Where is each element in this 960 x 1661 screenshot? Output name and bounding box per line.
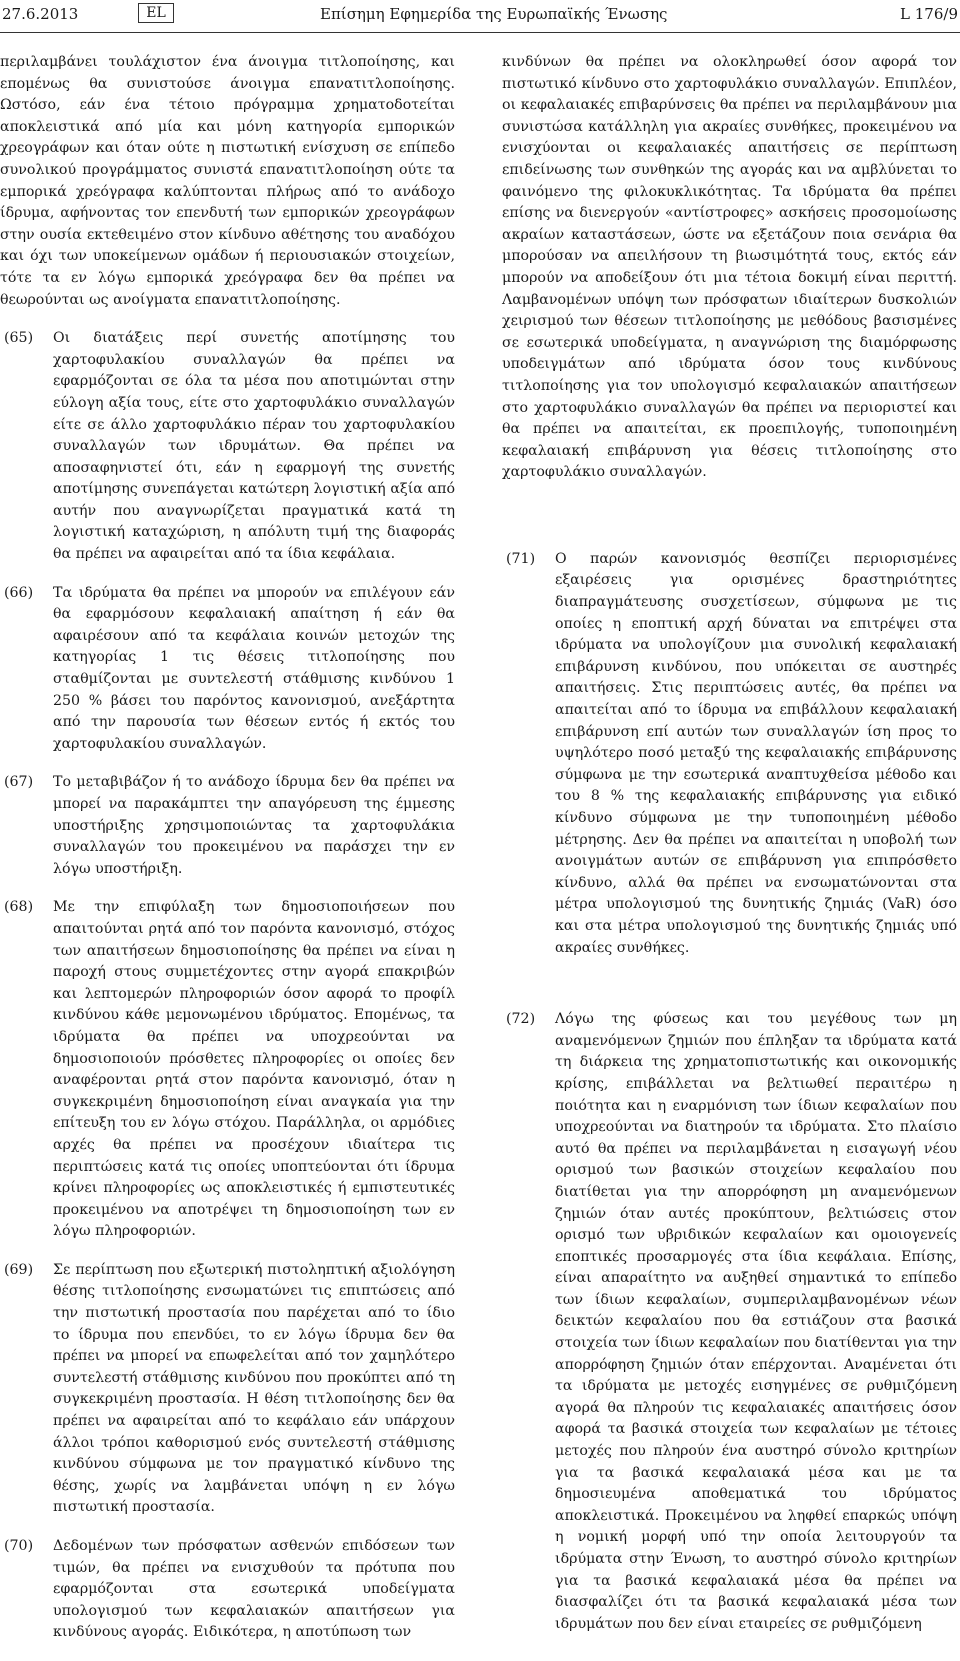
recital-number: (65) xyxy=(4,330,34,347)
recital-68 xyxy=(0,897,455,1243)
recital-text: Με την επιφύλαξη των δημοσιοποιήσεων που απαιτούνται ρητά από τον παρόντα κανονισμό, στόχος των απαιτήσεων δημοσιοποίησης θα πρέπει να είναι η παροχή στους συμμετέχοντες στην αγορά επακριβών και λεπτομερών πληροφοριών όσον αφορά το προφίλ κινδύνου κάθε μεμονωμένου ιδρύματος. Επομένως, τα ιδρύματα θα πρέπει να υποχρεούνται να δημοσιοποιούν πρόσθετες πληροφορίες οι οποίες δεν αναφέρονται ρητά στον παρόντα κανονισμό, όταν η συγκεκριμένη δημοσιοποίηση είναι αναγκαία για την επίτευξη του εν λόγω στόχου. Παράλληλα, οι αρμόδιες αρχές θα πρέπει να προσέχουν ιδιαίτερα τις περιπτώσεις κατά τις οποίες υποπτεύονται ότι ίδρυμα κρίνει πληροφορίες ως αποκλειστικές ή εμπιστευτικές προκειμένου να αποτρέψει τη δημοσιοποίηση των εν λόγω πληροφοριών. xyxy=(53,899,455,1240)
page-reference: L 176/9 xyxy=(900,5,958,23)
recital-69 xyxy=(0,1260,455,1519)
continuation-paragraph: περιλαμβάνει τουλάχιστον ένα άνοιγμα τιτλοποίησης, και επομένως θα συνιστούσε άνοιγμα επανατιτλοποίησης. Ωστόσο, εάν ένα τέτοιο πρόγραμμα χρηματοδοτείται αποκλειστικά από μία και μόνη κατηγορία εμπορικών χρεογράφων και όταν ούτε η πιστωτική ενίσχυση σε επίπεδο συνολικού προγράμματος συνιστά επανατιτλοποίηση ούτε τα εμπορικά χρεόγραφα καλύπτονται πλήρως από το ανάδοχο ίδρυμα, αφήνοντας τον επενδυτή των εμπορικών χρεογράφων στην ουσία εκτεθειμένο στον κίνδυνο αθέτησης του αναδόχου και όχι των υποκείμενων ομάδων ή περιουσιακών στοιχείων, τότε τα εν λόγω εμπορικά χρεόγραφα δεν θα πρέπει να θεωρούνται ως ανοίγματα επανατιτλοποίησης. xyxy=(0,54,455,308)
recital-72 xyxy=(502,1009,957,1635)
recital-text: Τα ιδρύματα θα πρέπει να μπορούν να επιλέγουν εάν θα εφαρμόσουν κεφαλαιακή απαίτηση ή εάν θα αφαιρέσουν από τα κεφάλαια κοινών μετοχών της κατηγορίας 1 τις θέσεις τιτλοποίησης που σταθμίζονται με συντελεστή στάθμισης κινδύνου 1 250 % βάσει του παρόντος κανονισμού, ανεξάρτητα από την παρουσία των θέσεων εντός ή εκτός του χαρτοφυλακίου συναλλαγών. xyxy=(53,584,455,752)
recital-text: Δεδομένων των πρόσφατων ασθενών επιδόσεων των τιμών, θα πρέπει να ενισχυθούν τα πρότυπα που εφαρμόζονται στα εσωτερικά υποδείγματα υπολογισμού των κεφαλαιακών απαιτήσεων για κινδύνους αγοράς. Ειδικότερα, η αποτύπωση των xyxy=(53,1538,455,1641)
recital-70 xyxy=(0,1536,455,1644)
language-code-box: EL xyxy=(138,3,174,23)
left-column xyxy=(0,52,455,1661)
recital-number: (72) xyxy=(506,1011,536,1028)
recital-65 xyxy=(0,328,455,566)
recital-67 xyxy=(0,772,455,880)
recital-number: (70) xyxy=(4,1538,34,1554)
recital-text: Ο παρών κανονισμός θεσπίζει περιορισμένες εξαιρέσεις για ορισμένες δραστηριότητες διαπραγμάτευσης συσχετίσεων, σύμφωνα με τις οποίες η εποπτική αρχή δύναται να επιτρέψει στα ιδρύματα να υπολογίζουν μια συνολική κεφαλαιακή επιβάρυνση κινδύνου, που υπόκειται σε αυστηρές απαιτήσεις. Στις περιπτώσεις αυτές, θα πρέπει να απαιτείται από το ίδρυμα να επιβάλλουν κεφαλαιακή επιβάρυνση επί αυτών των συναλλαγών ίση προς το υψηλότερο ποσό μεταξύ της κεφαλαιακής επιβάρυνσης σύμφωνα με την εσωτερικά αναπτυχθείσα μέθοδο και του 8 % της κεφαλαιακής επιβάρυνσης για ειδικό κίνδυνο σύμφωνα με την τυποποιημένη μέθοδο μέτρησης. Δεν θα πρέπει να απαιτείται η υποβολή των ανοιγμάτων αυτών σε επιβάρυνση για επιπρόσθετο κίνδυνο, αλλά θα πρέπει να ενσωματώνονται στα μέτρα υπολογισμού της δυνητικής ζημιάς (VaR) όσο και στα μέτρα υπολογισμού της δυνητικής ζημιάς υπό ακραίες συνθήκες. xyxy=(555,550,957,956)
recital-number: (69) xyxy=(4,1261,34,1278)
publication-date: 27.6.2013 xyxy=(2,5,79,23)
recital-text: Το μεταβιβάζον ή το ανάδοχο ίδρυμα δεν θα πρέπει να μπορεί να παρακάμπτει την απαγόρευση της έμμεσης υποστήριξης χρησιμοποιώντας τα χαρτοφυλάκια συναλλαγών του προκειμένου να παράσχει την εν λόγω υποστήριξη. xyxy=(53,774,455,877)
right-column xyxy=(502,52,957,1652)
recital-66 xyxy=(0,583,455,756)
recital-text: Σε περίπτωση που εξωτερική πιστοληπτική αξιολόγηση θέσης τιτλοποίησης ενσωματώνει τις επιπτώσεις από την πιστωτική προστασία που παρέχεται από το ίδιο το ίδρυμα που επενδύει, το εν λόγω ίδρυμα δεν θα πρέπει να μπορεί να επωφελείται από τον χαμηλότερο συντελεστή στάθμισης κινδύνου που προκύπτει από τη συγκεκριμένη προστασία. Η θέση τιτλοποίησης δεν θα πρέπει να αφαιρείται από το κεφάλαιο εάν υπάρχουν άλλοι τρόποι καθορισμού ενός συντελεστή στάθμισης κινδύνου σύμφωνα με τον πραγματικό κίνδυνο της θέσης, χωρίς να λαμβάνεται υπόψη η εν λόγω πιστωτική προστασία. xyxy=(53,1261,455,1516)
recital-number: (71) xyxy=(506,550,536,567)
recital-number: (67) xyxy=(4,774,34,791)
continuation-paragraph: κινδύνων θα πρέπει να ολοκληρωθεί όσον αφορά τον πιστωτικό κίνδυνο στο χαρτοφυλάκιο συναλλαγών. Επιπλέον, οι κεφαλαιακές επιβαρύνσεις θα πρέπει να περιλαμβάνουν μια συνιστώσα κατάλληλη για ακραίες συνθήκες, προκειμένου να ενισχύονται οι κεφαλαιακές απαιτήσεις σε περίπτωση επιδείνωσης των συνθηκών της αγοράς και να αμβλύνεται το φαινόμενο της φιλοκυκλικότητας. Τα ιδρύματα θα πρέπει επίσης να διενεργούν «αντίστροφες» ασκήσεις προσομοίωσης ακραίων καταστάσεων, ώστε να εξετάζουν ποια σενάρια θα μπορούσαν να απειλήσουν τη βιωσιμότητά τους, εκτός εάν μπορούν να αποδείξουν ότι μια τέτοια δοκιμή είναι περιττή. Λαμβανομένων υπόψη των πρόσφατων ιδιαίτερων δυσκολιών χειρισμού των θέσεων τιτλοποίησης με μεθόδους βασισμένες σε εσωτερικά υποδείγματα, η αναγνώριση της διαμόρφωσης υποδειγμάτων από ιδρύματα όσον τους κινδύνους τιτλοποίησης για τον υπολογισμό κεφαλαιακών απαιτήσεων στο χαρτοφυλάκιο συναλλαγών θα πρέπει να περιοριστεί και θα πρέπει να απαιτείται, εκ προεπιλογής, τυποποιημένη κεφαλαιακή επιβάρυνση για θέσεις τιτλοποίησης στο χαρτοφυλάκιο συναλλαγών. xyxy=(502,54,957,481)
recital-number: (66) xyxy=(4,584,34,601)
page-header xyxy=(0,0,960,33)
recital-text: Οι διατάξεις περί συνετής αποτίμησης του χαρτοφυλακίου συναλλαγών θα πρέπει να εφαρμόζονται σε όλα τα μέσα που αποτιμώνται στην εύλογη αξία τους, είτε στο χαρτοφυλάκιο συναλλαγών είτε σε άλλο χαρτοφυλάκιο πέραν του χαρτοφυλακίου συναλλαγών των ιδρυμάτων. Θα πρέπει να αποσαφηνιστεί ότι, εάν η εφαρμογή της συνετής αποτίμησης συνεπάγεται κατώτερη λογιστική αξία από αυτήν που αναγνωρίζεται πραγματικά κατά τη λογιστική καταχώριση, η απόλυτη τιμή της διαφοράς θα πρέπει να αφαιρείται από τα ίδια κεφάλαια. xyxy=(53,330,455,563)
journal-title: Επίσημη Εφημερίδα της Ευρωπαϊκής Ένωσης xyxy=(320,5,668,23)
recital-number: (68) xyxy=(4,899,34,916)
recital-text: Λόγω της φύσεως και του μεγέθους των μη αναμενόμενων ζημιών που έπληξαν τα ιδρύματα κατά τη διάρκεια της χρηματοπιστωτικής και οικονομικής κρίσης, επιβάλλεται να βελτιωθεί περαιτέρω η ποιότητα και η εναρμόνιση των ίδιων κεφαλαίων που υποχρεούνται να διατηρούν τα ιδρύματα. Στο πλαίσιο αυτό θα πρέπει να περιλαμβάνεται η εισαγωγή νέου ορισμού των βασικών στοιχείων κεφαλαίου που διατίθεται για την απορρόφηση μη αναμενόμενων ζημιών όταν αυτές προκύπτουν, βελτιώσεις στον ορισμό των υβριδικών κεφαλαίων και ομοιογενείς εποπτικές προσαρμογές στα ίδια κεφάλαια. Επίσης, είναι απαραίτητο να αυξηθεί σημαντικά το επίπεδο των ίδιων κεφαλαίων, συμπεριλαμβανομένων νέων δεικτών κεφαλαίου που θα εστιάζουν στα βασικά στοιχεία των ίδιων κεφαλαίων που διατίθενται για την απορρόφηση ζημιών όταν επέρχονται. Αναμένεται ότι τα ιδρύματα με μετοχές εισηγμένες σε ρυθμιζόμενη αγορά θα πληρούν τις κεφαλαιακές απαιτήσεις όσον αφορά τα βασικά στοιχεία των κεφαλαίων με τέτοιες μετοχές που πληρούν ένα αυστηρό σύνολο κριτηρίων για τα βασικά κεφαλαιακά μέσα και με τα δημοσιευμένα αποθεματικά του ιδρύματος αποκλειστικά. Προκειμένου να ληφθεί επαρκώς υπόψη η νομική μορφή υπό την οποία λειτουργούν τα ιδρύματα στην Ένωση, το αυστηρό σύνολο κριτηρίων για τα βασικά κεφαλαιακά μέσα θα πρέπει να διασφαλίζει ότι τα βασικά κεφαλαιακά μέσα των ιδρυμάτων που δεν είναι εταιρείες σε ρυθμιζόμενη xyxy=(555,1011,957,1632)
recital-71 xyxy=(502,549,957,959)
